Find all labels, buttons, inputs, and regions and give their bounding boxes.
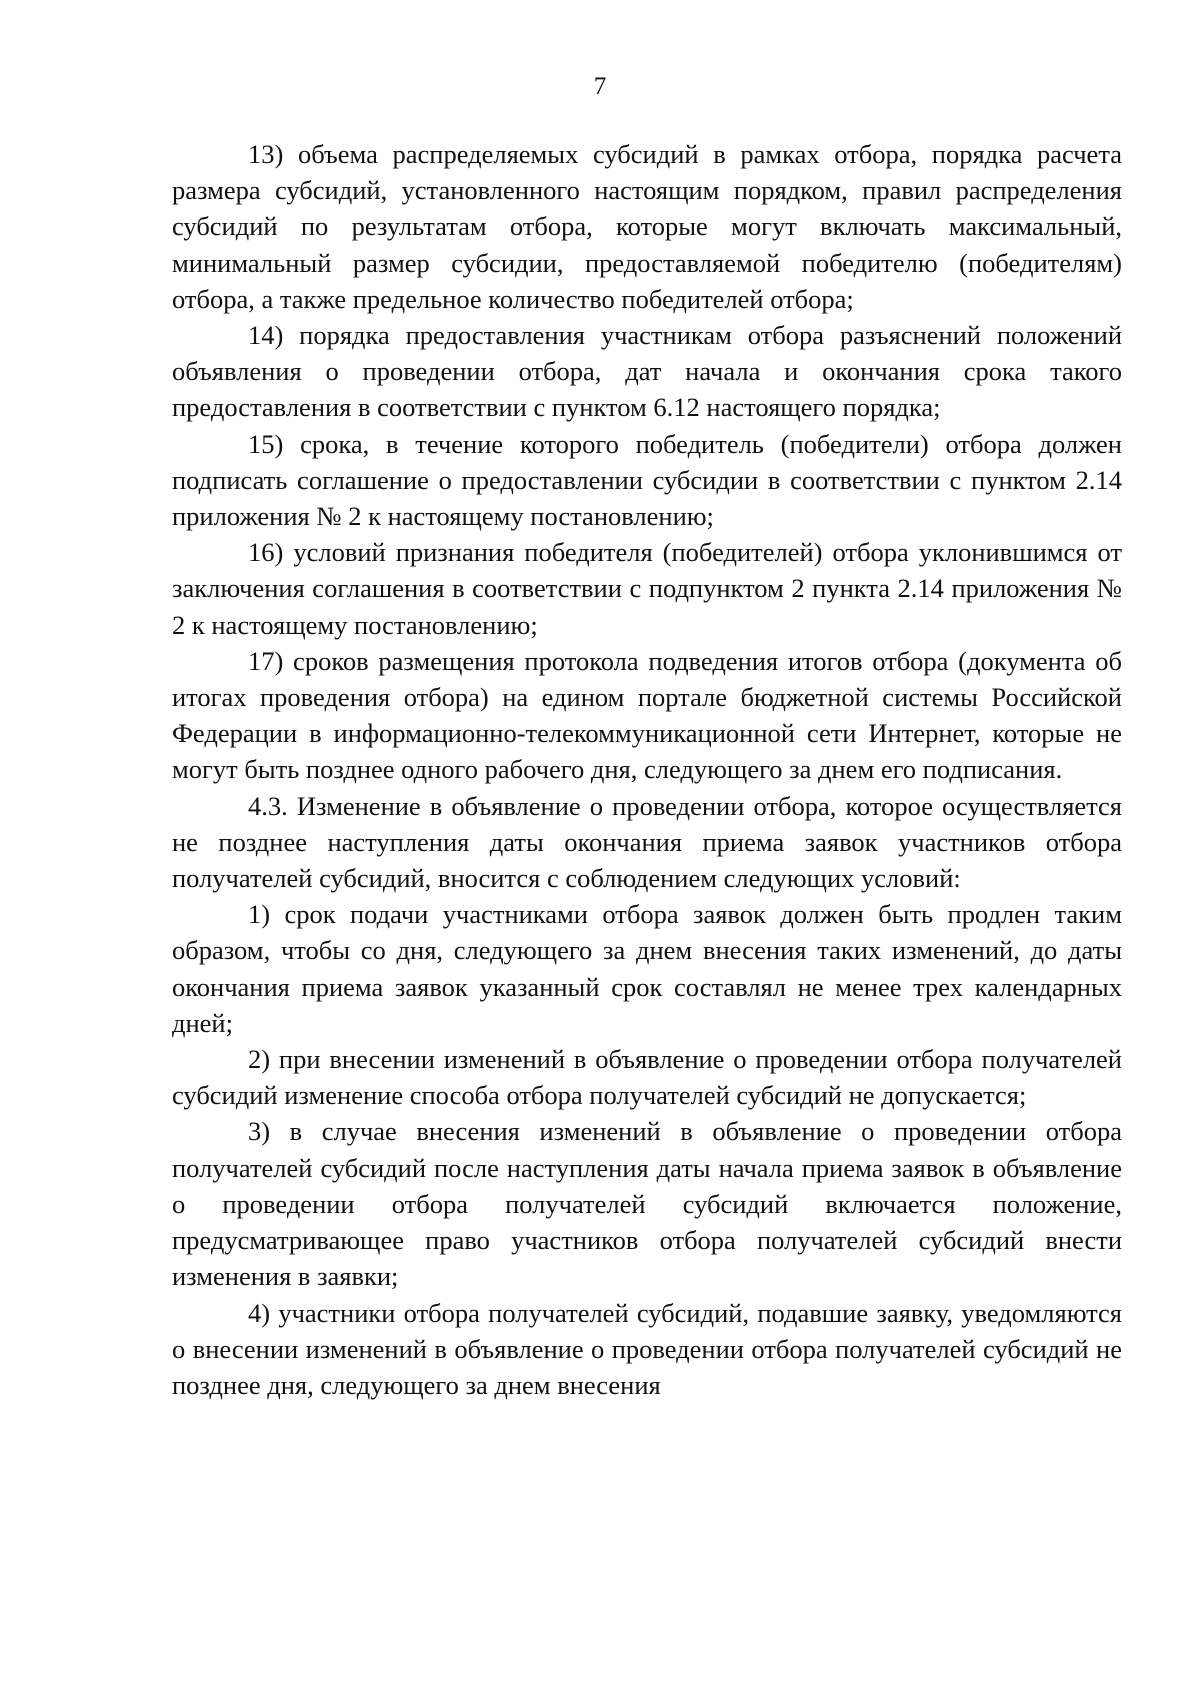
paragraph-section-4-3: 4.3. Изменение в объявление о проведении отбора, которое осуществляется не позднее наступления даты окончания приема заявок участников отбора получателей субсидий, вносится с соблюдением следующих условий: (172, 790, 1122, 894)
paragraph-condition-2: 2) при внесении изменений в объявление о проведении отбора получателей субсидий изменение способа отбора получателей субсидий не допускается; (172, 1044, 1122, 1111)
paragraph-item-13: 13) объема распределяемых субсидий в рамках отбора, порядка расчета размера субсидий, установленного настоящим порядком, правил распределения субсидий по результатам отбора, которые могут включать максимальный, минимальный размер субсидии, предоставляемой победителю (победителям) отбора, а также предельное количество победителей отбора; (172, 139, 1122, 314)
paragraph-condition-3: 3) в случае внесения изменений в объявление о проведении отбора получателей субсидий после наступления даты начала приема заявок в объявление о проведении отбора получателей субсидий включается положение, предусматривающее право участников отбора получателей субсидий внести изменения в заявки; (172, 1116, 1122, 1292)
paragraph-item-16: 16) условий признания победителя (победителей) отбора уклонившимся от заключения соглашения в соответствии с подпунктом 2 пункта 2.14 приложения № 2 к настоящему постановлению; (172, 537, 1122, 640)
paragraph-condition-1: 1) срок подачи участниками отбора заявок должен быть продлен таким образом, чтобы со дня, следующего за днем внесения таких изменений, до даты окончания приема заявок указанный срок составлял не менее трех календарных дней; (172, 899, 1122, 1038)
paragraph-item-17: 17) сроков размещения протокола подведения итогов отбора (документа об итогах проведения отбора) на едином портале бюджетной системы Российской Федерации в информационно-телекоммуникационной сети Интернет, которые не могут быть позднее одного рабочего дня, следующего за днем его подписания. (172, 645, 1122, 785)
paragraph-condition-4: 4) участники отбора получателей субсидий, подавшие заявку, уведомляются о внесении изменений в объявление о проведении отбора получателей субсидий не позднее дня, следующего за днем внесения (172, 1297, 1122, 1400)
paragraph-item-15: 15) срока, в течение которого победитель (победители) отбора должен подписать соглашение о предоставлении субсидии в соответствии с пунктом 2.14 приложения № 2 к настоящему постановлению; (172, 428, 1122, 532)
document-body (172, 136, 1122, 1403)
paragraph-item-14: 14) порядка предоставления участникам отбора разъяснений положений объявления о проведении отбора, дат начала и окончания срока такого предоставления в соответствии с пунктом 6.12 настоящего порядка; (172, 320, 1122, 423)
page-number: 7 (593, 73, 607, 100)
